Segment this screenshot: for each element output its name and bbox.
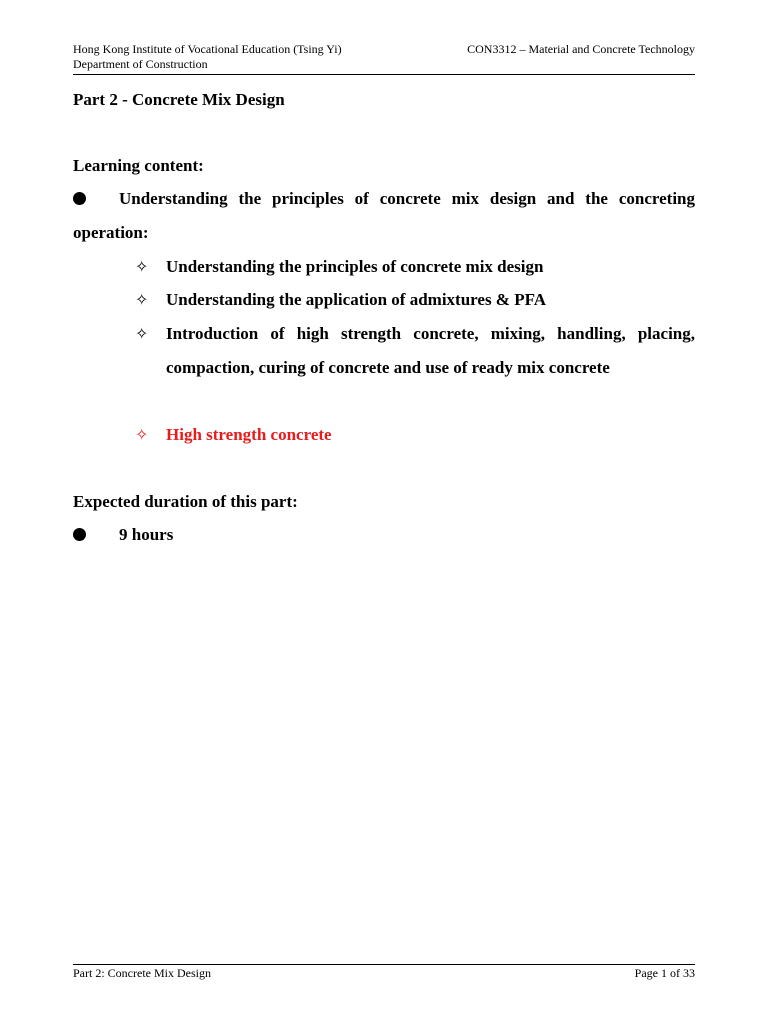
duration-bullet [73, 518, 695, 552]
page-title: Part 2 - Concrete Mix Design [73, 90, 285, 109]
bullet-dot-icon [73, 192, 86, 205]
sub-item-text: Introduction of high strength concrete, mixing, handling, placing, compaction, curing of concrete and use of ready mix concrete [166, 324, 695, 377]
learning-bullet [73, 182, 695, 250]
sub-item-admixtures [137, 283, 695, 317]
header-divider [73, 74, 695, 75]
star-outline-icon: ✧ [135, 425, 149, 444]
sub-item-text: Understanding the principles of concrete mix design [166, 257, 544, 276]
footer-part-title: Part 2: Concrete Mix Design [73, 966, 211, 980]
bullet-dot-icon [73, 528, 86, 541]
star-outline-icon: ✧ [135, 257, 149, 276]
department-name: Department of Construction [73, 57, 208, 71]
duration-bullet-text: 9 hours [119, 525, 174, 544]
sub-item-text: Understanding the application of admixtures & PFA [166, 290, 547, 309]
learning-content-heading: Learning content: [73, 156, 204, 175]
star-outline-icon: ✧ [135, 324, 149, 343]
page-header [73, 42, 695, 72]
page-footer [73, 966, 695, 981]
duration-heading: Expected duration of this part: [73, 492, 298, 511]
page-number: Page 1 of 33 [634, 966, 695, 980]
sub-item-high-strength [137, 418, 695, 452]
sub-item-introduction [137, 317, 695, 385]
course-title: CON3312 – Material and Concrete Technology [467, 42, 695, 56]
sub-item-principles [137, 250, 695, 284]
sub-item-text: High strength concrete [166, 425, 332, 444]
learning-bullet-text: Understanding the principles of concrete mix design and the concreting operation: [73, 189, 695, 242]
institute-name: Hong Kong Institute of Vocational Education (Tsing Yi) [73, 42, 342, 56]
footer-divider [73, 964, 695, 965]
star-outline-icon: ✧ [135, 290, 149, 309]
